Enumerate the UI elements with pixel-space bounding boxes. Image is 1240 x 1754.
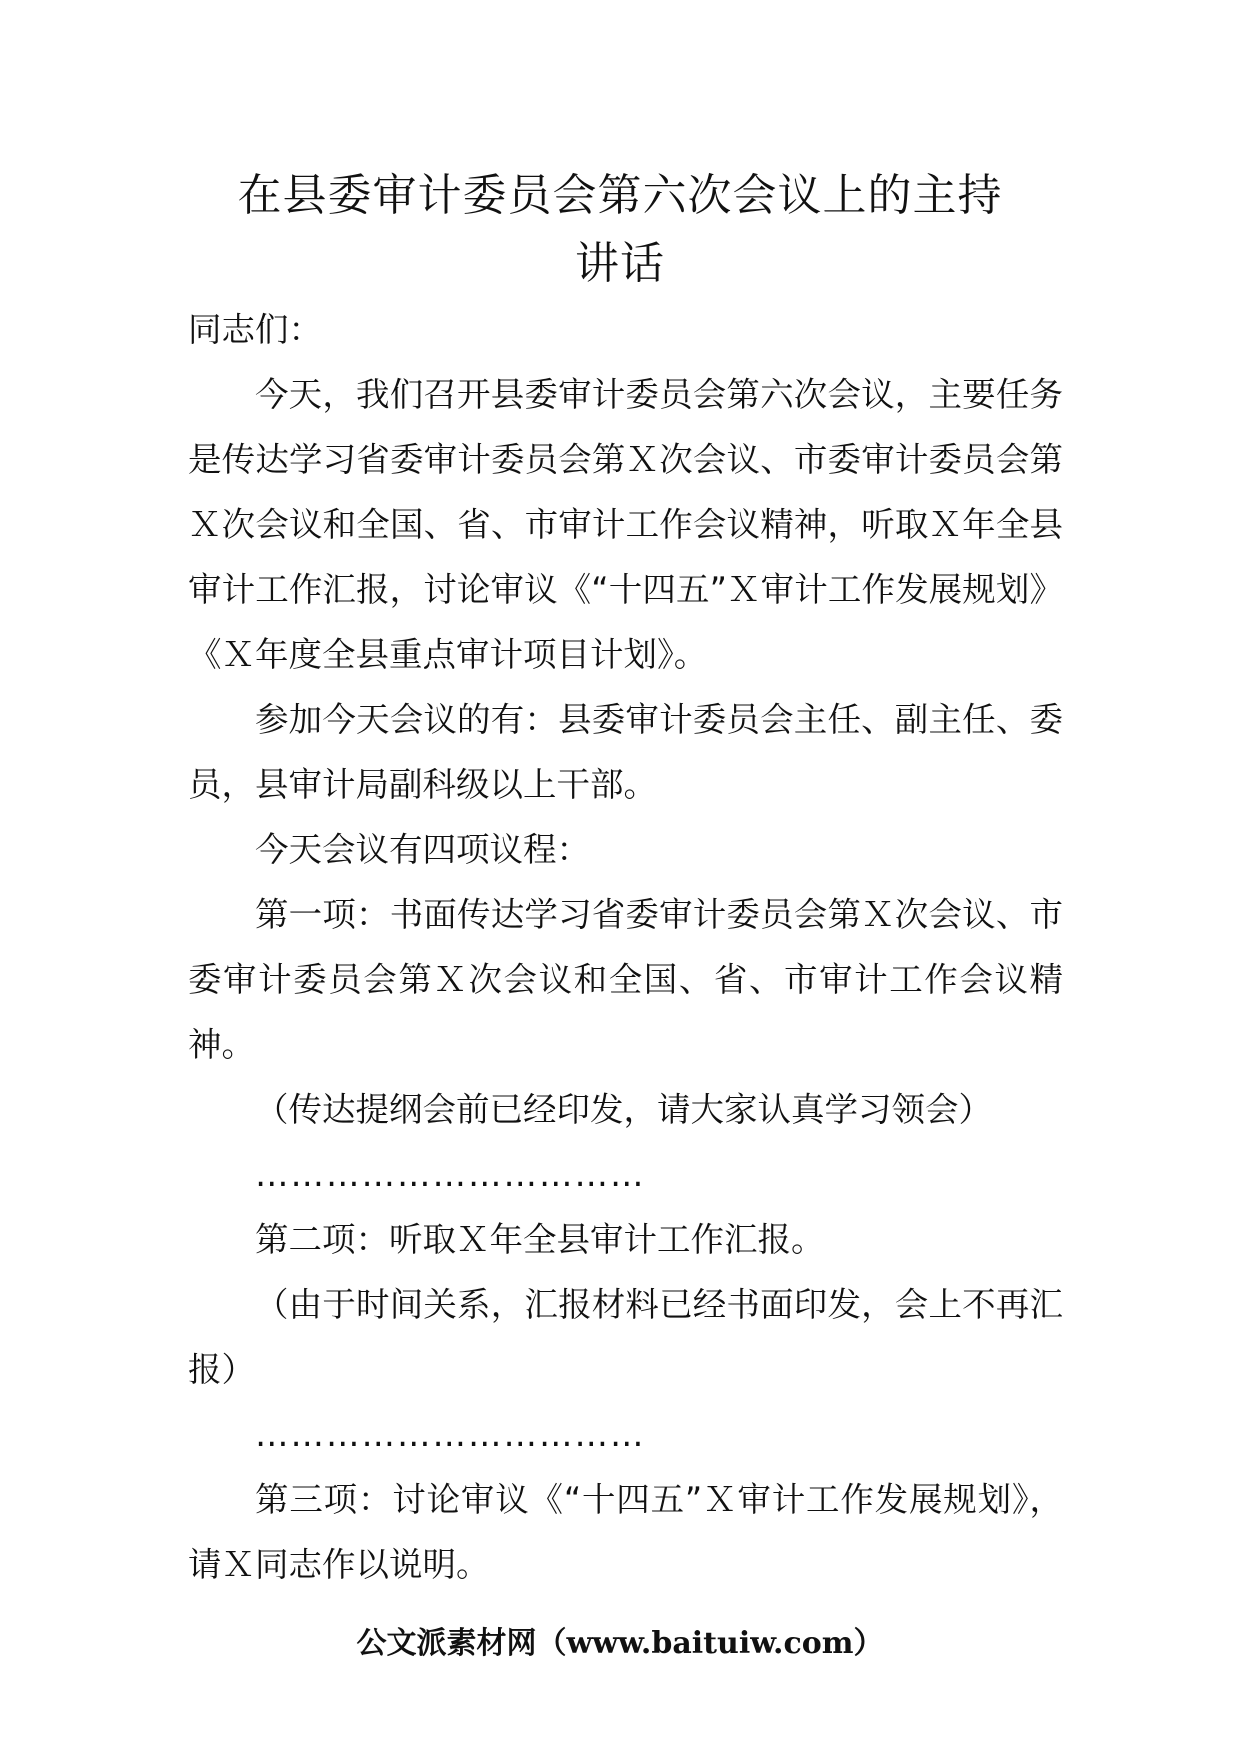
salutation: 同志们： [188, 310, 322, 349]
paragraph-note-2: （由于时间关系，汇报材料已经书面印发，会上不再汇报） [188, 1285, 1063, 1389]
paragraph-note-1: （传达提纲会前已经印发，请大家认真学习领会） [255, 1090, 992, 1129]
document-title-line-1: 在县委审计委员会第六次会议上的主持 [237, 170, 1003, 221]
ellipsis-separator-2: …………………………… [255, 1415, 646, 1454]
document-title-line-2: 讲话 [575, 238, 665, 289]
paragraph-agenda-item-3: 第三项：讨论审议《“十四五”Ｘ审计工作发展规划》，请Ｘ同志作以说明。 [188, 1480, 1063, 1584]
document-body [188, 297, 1063, 1597]
paragraph-agenda-intro: 今天会议有四项议程： [255, 830, 590, 869]
footer-watermark: 公文派素材网（www.baituiw.com） [356, 1626, 884, 1661]
paragraph-agenda-item-1: 第一项：书面传达学习省委审计委员会第Ｘ次会议、市委审计委员会第Ｘ次会议和全国、省、市审计工作会议精神。 [188, 895, 1063, 1064]
ellipsis-separator-1: …………………………… [255, 1155, 646, 1194]
paragraph-attendees: 参加今天会议的有：县委审计委员会主任、副主任、委员，县审计局副科级以上干部。 [188, 700, 1063, 804]
paragraph-agenda-item-2: 第二项：听取Ｘ年全县审计工作汇报。 [255, 1220, 825, 1259]
paragraph-intro: 今天，我们召开县委审计委员会第六次会议，主要任务是传达学习省委审计委员会第Ｘ次会议、市委审计委员会第Ｘ次会议和全国、省、市审计工作会议精神，听取Ｘ年全县审计工作汇报，讨论审议《“十四五”Ｘ审计工作发展规划》《Ｘ年度全县重点审计项目计划》。 [188, 375, 1063, 674]
